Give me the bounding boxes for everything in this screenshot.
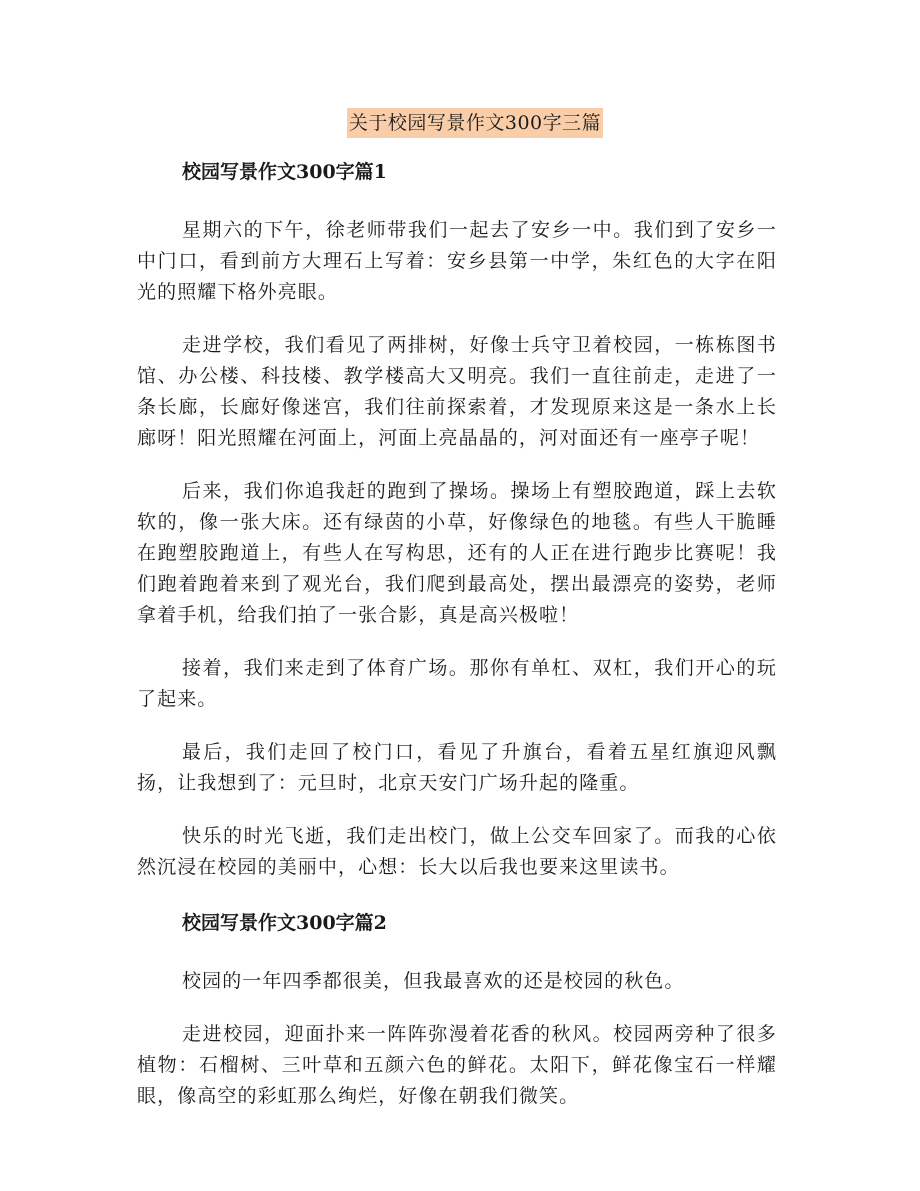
paragraph: 走进校园，迎面扑来一阵阵弥漫着花香的秋风。校园两旁种了很多植物：石榴树、三叶草和五颜六色的鲜花。太阳下，鲜花像宝石一样耀眼，像高空的彩虹那么绚烂，好像在朝我们微笑。 [137,1023,777,1107]
paragraph: 接着，我们来走到了体育广场。那你有单杠、双杠，我们开心的玩了起来。 [137,657,777,710]
section-heading-2: 校园写景作文300字篇2 [182,912,387,934]
paragraph: 走进学校，我们看见了两排树，好像士兵守卫着校园，一栋栋图书馆、办公楼、科技楼、教学楼高大又明亮。我们一直往前走，走进了一条长廊，长廊好像迷宫，我们往前探索着，才发现原来这是一条水上长廊呀！阳光照耀在河面上，河面上亮晶晶的，河对面还有一座亭子呢！ [137,334,777,449]
paragraph: 后来，我们你追我赶的跑到了操场。操场上有塑胶跑道，踩上去软软的，像一张大床。还有绿茵的小草，好像绿色的地毯。有些人干脆睡在跑塑胶跑道上，有些人在写构思，还有的人正在进行跑步比赛呢！我们跑着跑着来到了观光台，我们爬到最高处，摆出最漂亮的姿势，老师拿着手机，给我们拍了一张合影，真是高兴极啦！ [137,480,777,626]
paragraph: 最后，我们走回了校门口，看见了升旗台，看着五星红旗迎风飘扬，让我想到了：元旦时，北京天安门广场升起的隆重。 [137,741,777,794]
document-title: 关于校园写景作文300字三篇 [347,108,603,138]
paragraph: 快乐的时光飞逝，我们走出校门，做上公交车回家了。而我的心依然沉浸在校园的美丽中，心想：长大以后我也要来这里读书。 [137,825,777,878]
title-wrapper [0,108,920,138]
section-heading-1: 校园写景作文300字篇1 [182,161,387,183]
paragraph: 星期六的下午，徐老师带我们一起去了安乡一中。我们到了安乡一中门口，看到前方大理石上写着：安乡县第一中学，朱红色的大字在阳光的照耀下格外亮眼。 [137,219,777,303]
document-body [137,154,777,1112]
paragraph: 校园的一年四季都很美，但我最喜欢的还是校园的秋色。 [182,970,685,992]
